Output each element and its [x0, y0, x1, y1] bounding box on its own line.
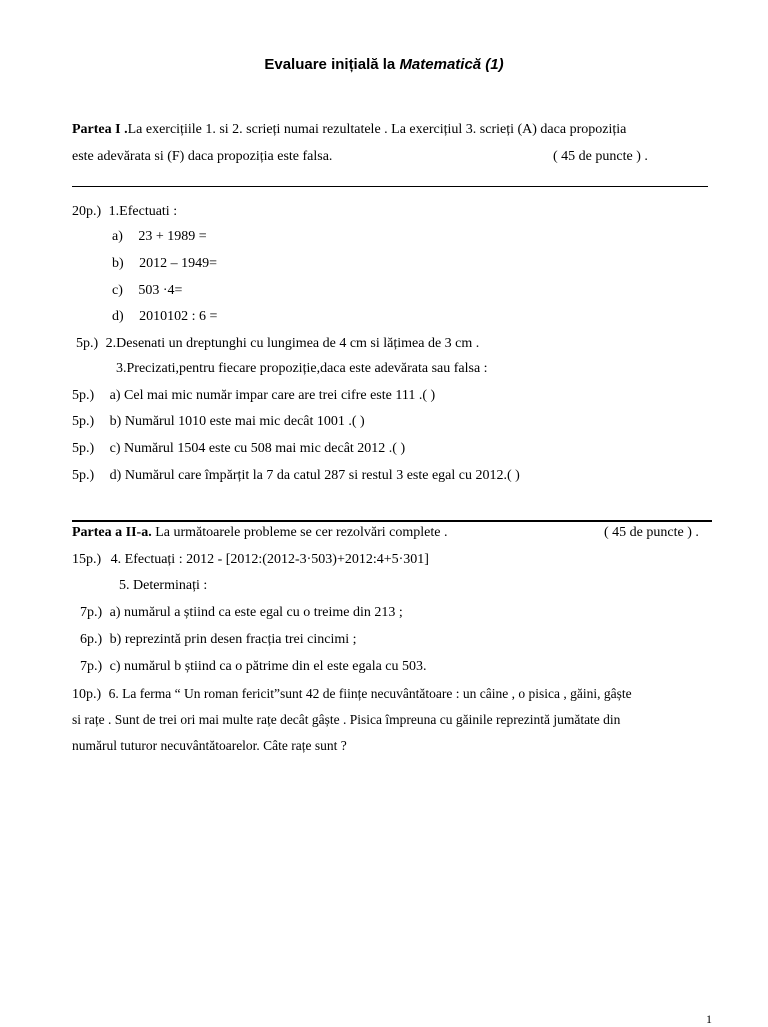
ex3-item-points: 5p.) [72, 414, 95, 429]
ex3-item-text: b) Numărul 1010 este mai mic decât 1001 .( ) [109, 414, 365, 429]
ex5-prompt: 5. Determinați : [119, 578, 208, 593]
ex1-item-letter: c) [112, 283, 123, 298]
ex6-points: 10p.) [72, 687, 102, 702]
ex1-item-text: 503 ·4= [138, 283, 183, 298]
part2-label: Partea a II-a. [72, 525, 152, 540]
ex1-item-letter: b) [112, 256, 124, 271]
ex5-item [80, 605, 403, 621]
ex1-header [72, 204, 177, 220]
ex5-item [80, 632, 357, 648]
ex1-points: 20p.) [72, 204, 102, 219]
ex5-item-points: 7p.) [80, 659, 103, 674]
ex5-item-text: b) reprezintă prin desen fracția trei cincimi ; [109, 632, 357, 647]
ex2-text: 2.Desenati un dreptunghi cu lungimea de 4 cm si lățimea de 3 cm . [105, 336, 480, 351]
page-title [0, 56, 768, 73]
ex1-prompt: 1.Efectuati : [108, 204, 178, 219]
part1-points: ( 45 de puncte ) . [553, 149, 648, 164]
ex6-line1 [72, 686, 632, 703]
ex5-item-text: c) numărul b știind ca o pătrime din el este egala cu 503. [109, 659, 427, 674]
title-prefix: Evaluare inițială la [264, 56, 396, 73]
ex5-item [80, 659, 427, 675]
ex1-item [112, 309, 217, 325]
ex3-item [72, 468, 520, 484]
ex3-item-points: 5p.) [72, 441, 95, 456]
ex2-points: 5p.) [76, 336, 99, 351]
ex1-item-text: 23 + 1989 = [138, 229, 207, 244]
ex4-text: 4. Efectuați : 2012 - [2012:(2012-3·503)+2012:4+5·301] [110, 552, 429, 567]
part2-intro [72, 525, 448, 541]
ex5-item-text: a) numărul a știind ca este egal cu o treime din 213 ; [109, 605, 403, 620]
ex6-line2: si rațe . Sunt de trei ori mai multe rațe decât gâște . Pisica împreuna cu găinile reprezintă jumătate din [72, 712, 621, 727]
ex4 [72, 552, 429, 568]
ex3-item-text: d) Numărul care împărțit la 7 da catul 287 si restul 3 este egal cu 2012.( ) [109, 468, 520, 483]
ex1-item-text: 2010102 : 6 = [139, 309, 218, 324]
part2-separator [72, 520, 712, 522]
ex3-item-points: 5p.) [72, 388, 95, 403]
part1-instructions-text: La exercițiile 1. si 2. scrieți numai rezultatele . La exercițiul 3. scrieți (A) daca propoziția [127, 122, 627, 137]
page-number: 1 [706, 1012, 712, 1026]
ex4-points: 15p.) [72, 552, 102, 567]
ex5-item-points: 6p.) [80, 632, 103, 647]
part1-instructions-line1 [72, 122, 626, 138]
ex3-item-text: c) Numărul 1504 este cu 508 mai mic decât 2012 .( ) [109, 441, 406, 456]
ex6-line3: numărul tuturor necuvântătoarelor. Câte rațe sunt ? [72, 738, 347, 753]
ex1-item-letter: d) [112, 309, 124, 324]
ex3-item [72, 441, 405, 457]
ex3-item [72, 388, 435, 404]
part2-intro-text: La următoarele probleme se cer rezolvări complete . [155, 525, 448, 540]
ex3-item-text: a) Cel mai mic număr impar care are trei cifre este 111 .( ) [109, 388, 436, 403]
part1-label: Partea I . [72, 122, 128, 137]
ex1-item [112, 229, 207, 245]
ex1-item-text: 2012 – 1949= [139, 256, 218, 271]
ex1-item-letter: a) [112, 229, 123, 244]
ex3-item [72, 414, 365, 430]
part2-points: ( 45 de puncte ) . [604, 525, 699, 540]
ex1-item [112, 283, 182, 299]
part1-separator [72, 186, 708, 187]
ex3-item-points: 5p.) [72, 468, 95, 483]
ex6-text: 6. La ferma “ Un roman fericit”sunt 42 de ființe necuvântătoare : un câine , o pisica , găini, gâște [108, 686, 632, 701]
ex5-item-points: 7p.) [80, 605, 103, 620]
ex3-prompt: 3.Precizati,pentru fiecare propoziție,daca este adevărata sau falsa : [116, 361, 488, 376]
title-subject: Matematică (1) [399, 56, 504, 73]
ex1-item [112, 256, 217, 272]
ex2 [76, 336, 479, 352]
part1-instructions-line2: este adevărata si (F) daca propoziția este falsa. [72, 149, 333, 164]
